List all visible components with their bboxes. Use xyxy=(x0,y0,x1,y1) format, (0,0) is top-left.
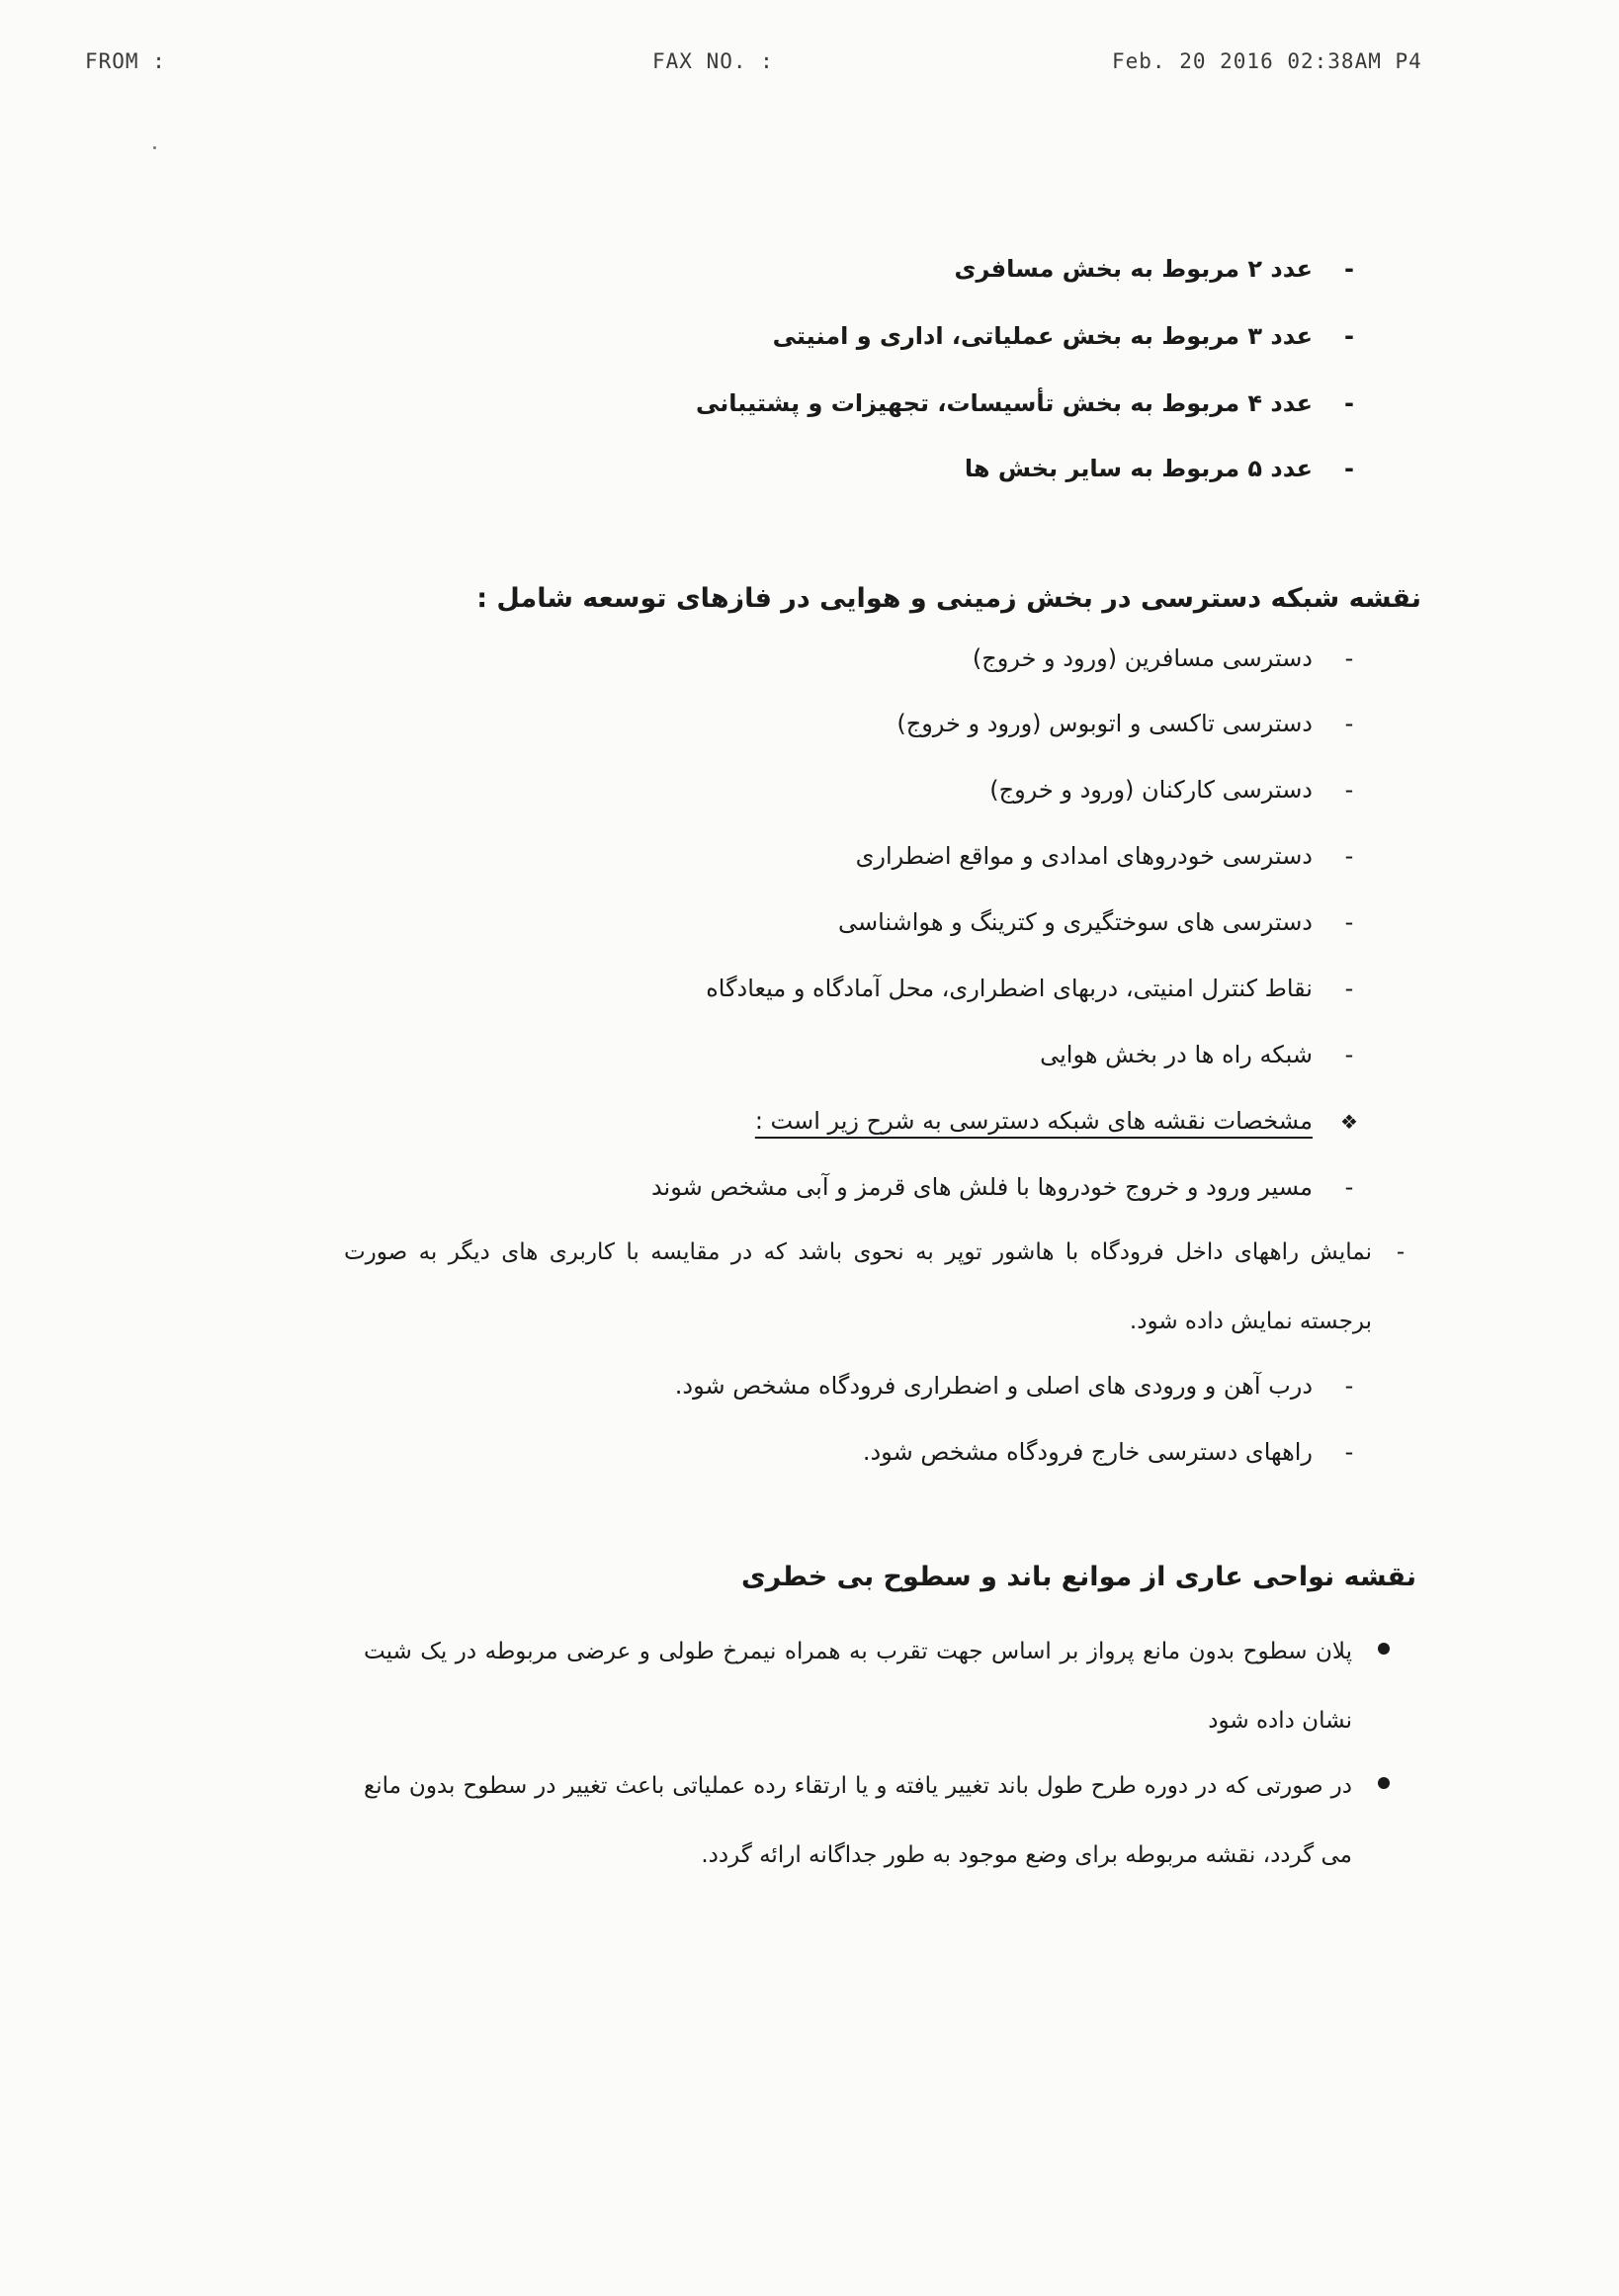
obstacle-section-heading: نقشه نواحی عاری از موانع باند و سطوح بی خطری xyxy=(740,1562,1416,1592)
diamond-bullet-icon: ❖ xyxy=(1340,1110,1358,1134)
list-item xyxy=(954,255,1362,283)
bullet-dot-icon xyxy=(1378,1643,1390,1655)
fax-date-label: Feb. 20 2016 02:38AM P4 xyxy=(1112,49,1422,73)
dash-marker: - xyxy=(1344,1438,1354,1466)
list-item-text: شبکه راه ها در بخش هوایی xyxy=(1040,1041,1313,1068)
dash-marker: - xyxy=(1396,1239,1406,1265)
dash-marker: - xyxy=(1344,322,1354,350)
list-item-text: پلان سطوح بدون مانع پرواز بر اساس جهت تقرب به همراه نیمرخ طولی و عرضی مربوطه در یک شیت نشان داده شود xyxy=(364,1639,1352,1734)
dash-marker: - xyxy=(1344,1041,1354,1068)
list-item-text: دسترسی تاکسی و اتوبوس (ورود و خروج) xyxy=(896,710,1313,737)
list-item xyxy=(838,908,1362,936)
list-item xyxy=(344,1218,1406,1356)
dash-marker: - xyxy=(1344,644,1354,672)
list-item-text: نمایش راههای داخل فرودگاه با هاشور توپر به نحوی باشد که در مقایسه با کاربری های دیگر به صورت برجسته نمایش داده شود. xyxy=(344,1239,1372,1334)
dash-marker: - xyxy=(1344,389,1354,417)
dash-marker: - xyxy=(1344,975,1354,1002)
list-item-text: عدد ۴ مربوط به بخش تأسیسات، تجهیزات و پشتیبانی xyxy=(695,389,1313,417)
list-item xyxy=(773,322,1362,350)
list-item-text: مسیر ورود و خروج خودروها با فلش های قرمز و آبی مشخص شوند xyxy=(650,1173,1313,1201)
bullet-dot-icon xyxy=(1378,1777,1390,1789)
list-item-text: نقاط کنترل امنیتی، دربهای اضطراری، محل آمادگاه و میعادگاه xyxy=(706,975,1313,1002)
dash-marker: - xyxy=(1344,455,1354,482)
list-item-text: عدد ۳ مربوط به بخش عملیاتی، اداری و امنیتی xyxy=(772,322,1313,350)
list-item-text: دسترسی کارکنان (ورود و خروج) xyxy=(989,776,1313,804)
dash-marker: - xyxy=(1344,842,1354,870)
list-item xyxy=(696,389,1362,417)
list-item xyxy=(364,1751,1352,1890)
dash-marker: - xyxy=(1344,1372,1354,1400)
spec-heading xyxy=(755,1107,1362,1135)
access-section-heading: نقشه شبکه دسترسی در بخش زمینی و هوایی در فازهای توسعه شامل : xyxy=(476,583,1421,614)
fax-from-label: FROM : xyxy=(85,49,166,73)
list-item xyxy=(651,1173,1362,1201)
list-item-text: دسترسی های سوختگیری و کترینگ و هواشناسی xyxy=(837,908,1313,936)
list-item-text: عدد ۵ مربوط به سایر بخش ها xyxy=(964,455,1313,482)
list-item xyxy=(973,644,1362,672)
spec-heading-text: مشخصات نقشه های شبکه دسترسی به شرح زیر است : xyxy=(754,1107,1313,1135)
list-item xyxy=(965,455,1362,482)
list-item xyxy=(1040,1041,1362,1068)
list-item-text: دسترسی خودروهای امدادی و مواقع اضطراری xyxy=(855,842,1313,870)
list-item xyxy=(675,1372,1362,1400)
list-item-text: راههای دسترسی خارج فرودگاه مشخص شود. xyxy=(862,1438,1313,1466)
dash-marker: - xyxy=(1344,908,1354,936)
list-item xyxy=(706,975,1362,1002)
list-item xyxy=(856,842,1362,870)
list-item xyxy=(896,710,1362,737)
dash-marker: - xyxy=(1344,255,1354,283)
dash-marker: - xyxy=(1344,1173,1354,1201)
list-item-text: عدد ۲ مربوط به بخش مسافری xyxy=(954,255,1313,283)
list-item xyxy=(364,1617,1352,1755)
list-item-text: درب آهن و ورودی های اصلی و اضطراری فرودگاه مشخص شود. xyxy=(674,1372,1313,1400)
scan-speck xyxy=(153,146,156,149)
list-item-text: در صورتی که در دوره طرح طول باند تغییر یافته و یا ارتقاء رده عملیاتی باعث تغییر در سطوح بدون مانع می گردد، نقشه مربوطه برای وضع موجود به طور جداگانه ارائه گردد. xyxy=(364,1773,1352,1868)
dash-marker: - xyxy=(1344,710,1354,737)
list-item xyxy=(989,776,1362,804)
dash-marker: - xyxy=(1344,776,1354,804)
list-item-text: دسترسی مسافرین (ورود و خروج) xyxy=(972,644,1313,672)
list-item xyxy=(863,1438,1362,1466)
fax-number-label: FAX NO. : xyxy=(652,49,774,73)
